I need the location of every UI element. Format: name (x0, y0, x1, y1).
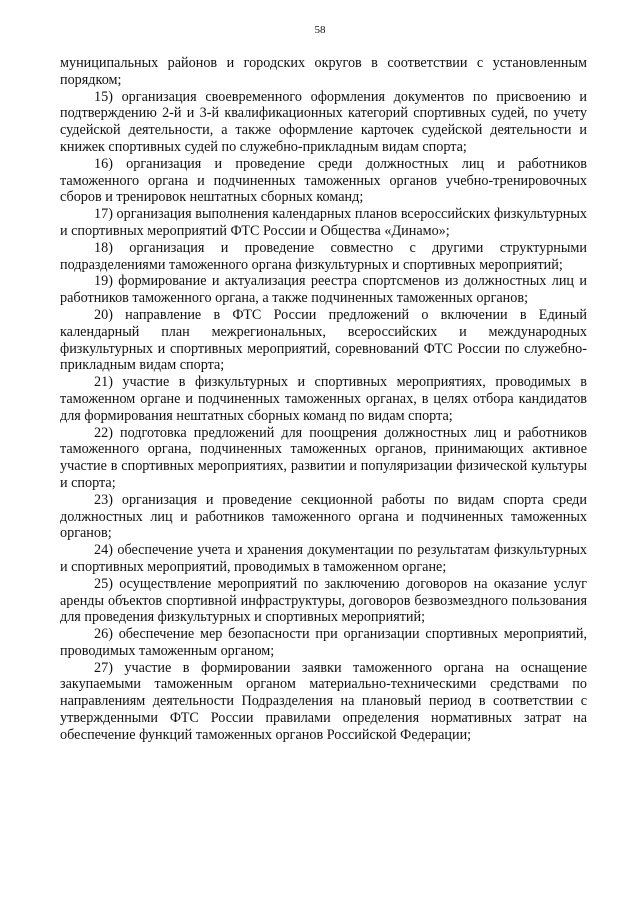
paragraph-item-21: 21) участие в физкультурных и спортивных мероприятиях, проводимых в таможенном органе и подчиненных таможенных органах, в целях отбора кандидатов для формирования нештатных сборных команд по видам спорта; (60, 374, 587, 424)
paragraph-item-26: 26) обеспечение мер безопасности при организации спортивных мероприятий, проводимых таможенным органом; (60, 626, 587, 659)
paragraph-item-23: 23) организация и проведение секционной работы по видам спорта среди должностных лиц и работников таможенного органа и подчиненных таможенных органов; (60, 491, 587, 542)
paragraph-item-17: 17) организация выполнения календарных планов всероссийских физкультурных и спортивных мероприятий ФТС России и Общества «Динамо»; (60, 206, 587, 239)
paragraph-item-27: 27) участие в формировании заявки таможенного органа на оснащение закупаемыми таможенным органом материально-техническими средствами по направлениям деятельности Подразделения на плановый период в соответствии с утвержденными ФТС России правилами определения нормативных затрат на обеспечение функций таможенных органов Российской Федерации; (60, 659, 587, 743)
paragraph-item-24: 24) обеспечение учета и хранения документации по результатам физкультурных и спортивных мероприятий, проводимых в таможенном органе; (60, 542, 587, 575)
paragraph-item-25: 25) осуществление мероприятий по заключению договоров на оказание услуг аренды объектов спортивной инфраструктуры, договоров безвозмездного пользования для проведения физкультурных и спортивных мероприятий; (60, 575, 587, 626)
paragraph-item-20: 20) направление в ФТС России предложений о включении в Единый календарный план межрегиональных, всероссийских и международных физкультурных и спортивных мероприятий, соревнований ФТС России по служебно-прикладным видам спорта; (60, 306, 587, 374)
paragraph-item-22: 22) подготовка предложений для поощрения должностных лиц и работников таможенного органа, подчиненных таможенных органов, принимающих активное участие в спортивных мероприятиях, развитии и популяризации физической культуры и спорта; (60, 424, 587, 491)
paragraph-item-19: 19) формирование и актуализация реестра спортсменов из должностных лиц и работников таможенного органа, а также подчиненных таможенных органов; (60, 273, 587, 307)
paragraph-item-15: 15) организация своевременного оформления документов по присвоению и подтверждению 2-й и 3-й квалификационных категорий спортивных судей, по учету судейской деятельности, а также оформление карточек судейской деятельности и книжек спортивных судей по служебно-прикладным видам спорта; (60, 88, 587, 155)
paragraph-item-18: 18) организация и проведение совместно с другими структурными подразделениями таможенного органа физкультурных и спортивных мероприятий; (60, 239, 587, 273)
paragraph-item-16: 16) организация и проведение среди должностных лиц и работников таможенного органа и подчиненных таможенных органов учебно-тренировочных сборов и тренировок нештатных сборных команд; (60, 155, 587, 206)
document-body (60, 55, 587, 744)
page-number: 58 (314, 24, 326, 36)
paragraph-continuation: муниципальных районов и городских округов в соответствии с установленным порядком; (60, 55, 587, 88)
